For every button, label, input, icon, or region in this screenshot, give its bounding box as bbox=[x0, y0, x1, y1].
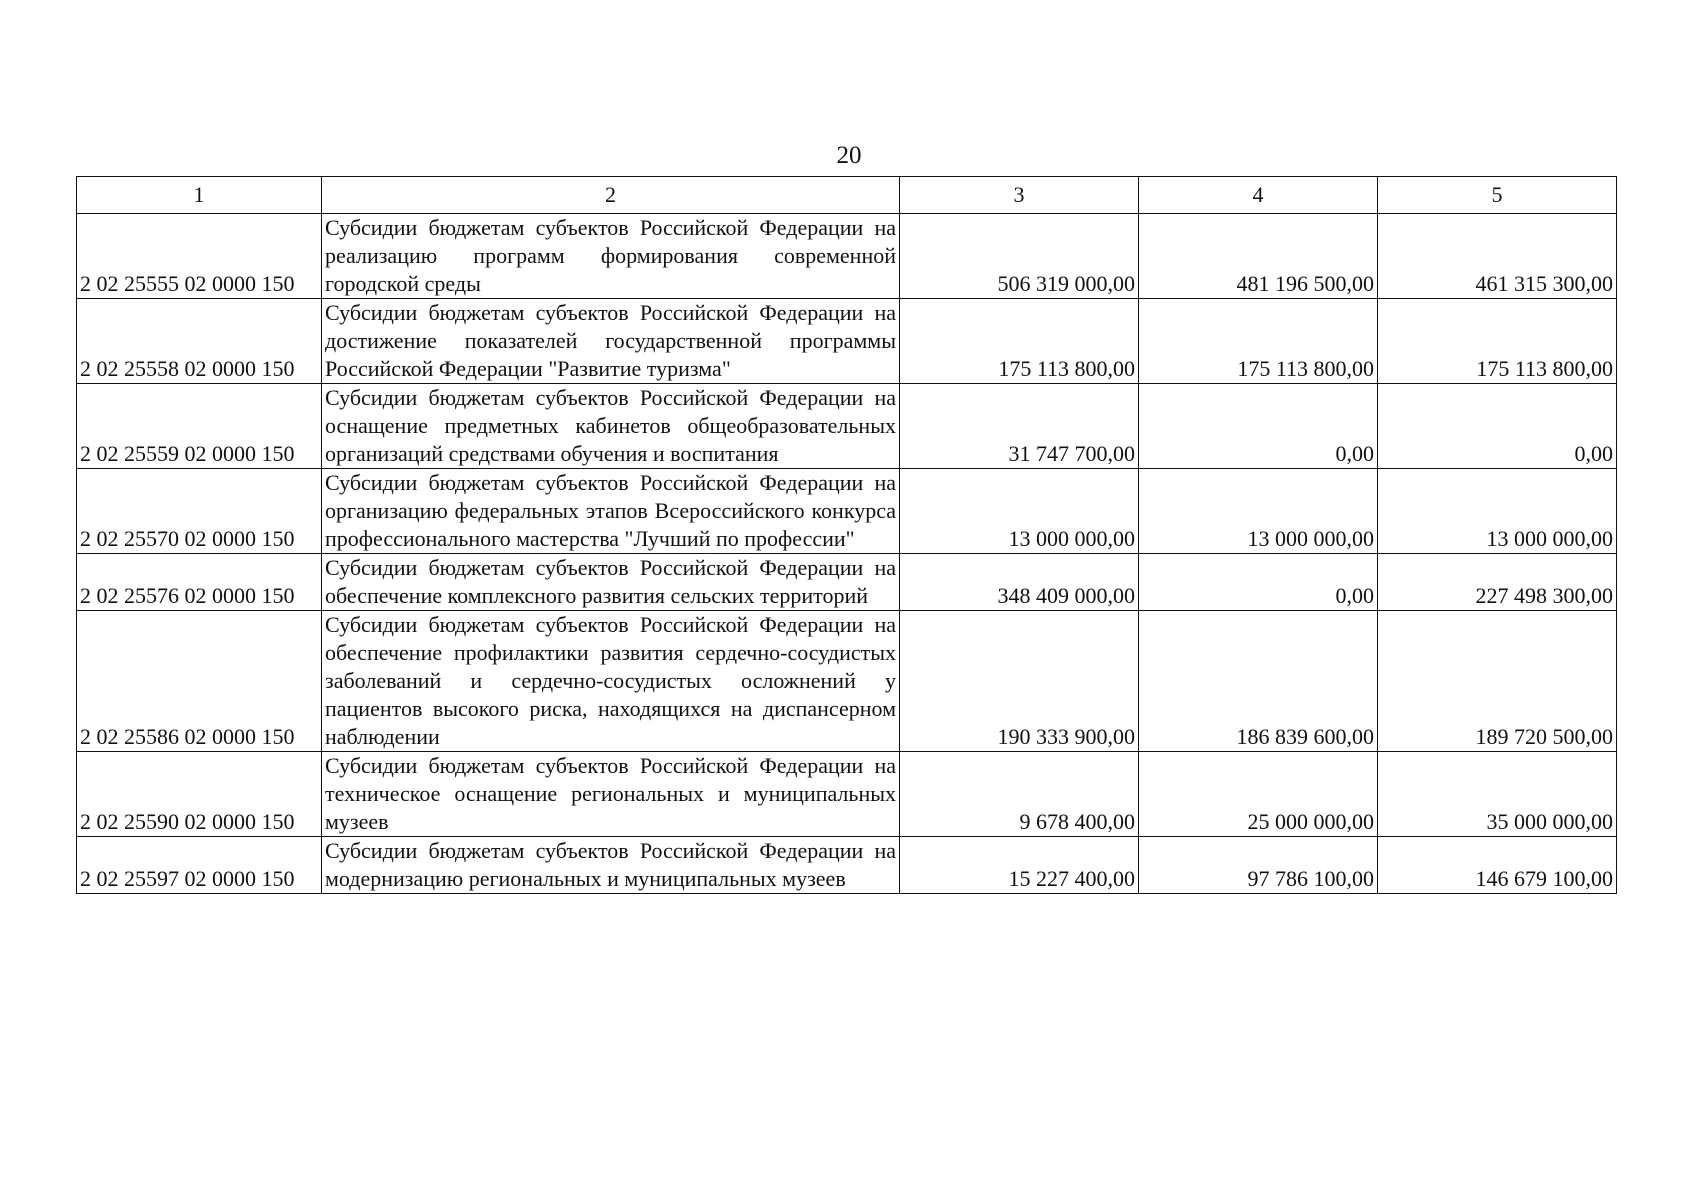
description-cell: Субсидии бюджетам субъектов Российской Федерации на техническое оснащение региональных и муниципальных музеев bbox=[322, 752, 900, 837]
amount-cell-col4: 481 196 500,00 bbox=[1139, 214, 1378, 299]
description-cell: Субсидии бюджетам субъектов Российской Федерации на оснащение предметных кабинетов общеобразовательных организаций средствами обучения и воспитания bbox=[322, 384, 900, 469]
table-row bbox=[77, 214, 1617, 299]
table-row bbox=[77, 469, 1617, 554]
description-cell: Субсидии бюджетам субъектов Российской Федерации на обеспечение профилактики развития сердечно-сосудистых заболеваний и сердечно-сосудистых осложнений у пациентов высокого риска, находящихся на диспансерном наблюдении bbox=[322, 611, 900, 752]
amount-cell-col5: 461 315 300,00 bbox=[1378, 214, 1617, 299]
amount-cell-col3: 348 409 000,00 bbox=[900, 554, 1139, 611]
page-number: 20 bbox=[836, 142, 862, 169]
amount-cell-col3: 13 000 000,00 bbox=[900, 469, 1139, 554]
budget-code-cell: 2 02 25559 02 0000 150 bbox=[77, 384, 322, 469]
amount-cell-col4: 0,00 bbox=[1139, 384, 1378, 469]
amount-cell-col3: 175 113 800,00 bbox=[900, 299, 1139, 384]
column-header: 3 bbox=[900, 177, 1139, 214]
amount-cell-col5: 146 679 100,00 bbox=[1378, 837, 1617, 894]
budget-code-cell: 2 02 25576 02 0000 150 bbox=[77, 554, 322, 611]
table-row bbox=[77, 611, 1617, 752]
amount-cell-col4: 0,00 bbox=[1139, 554, 1378, 611]
amount-cell-col5: 227 498 300,00 bbox=[1378, 554, 1617, 611]
table-row bbox=[77, 554, 1617, 611]
amount-cell-col4: 97 786 100,00 bbox=[1139, 837, 1378, 894]
amount-cell-col5: 35 000 000,00 bbox=[1378, 752, 1617, 837]
budget-code-cell: 2 02 25586 02 0000 150 bbox=[77, 611, 322, 752]
column-header: 2 bbox=[322, 177, 900, 214]
budget-code-cell: 2 02 25597 02 0000 150 bbox=[77, 837, 322, 894]
budget-code-cell: 2 02 25570 02 0000 150 bbox=[77, 469, 322, 554]
description-cell: Субсидии бюджетам субъектов Российской Федерации на модернизацию региональных и муниципальных музеев bbox=[322, 837, 900, 894]
table-row bbox=[77, 384, 1617, 469]
description-cell: Субсидии бюджетам субъектов Российской Федерации на обеспечение комплексного развития сельских территорий bbox=[322, 554, 900, 611]
amount-cell-col4: 175 113 800,00 bbox=[1139, 299, 1378, 384]
column-header: 5 bbox=[1378, 177, 1617, 214]
amount-cell-col5: 0,00 bbox=[1378, 384, 1617, 469]
amount-cell-col3: 31 747 700,00 bbox=[900, 384, 1139, 469]
budget-code-cell: 2 02 25555 02 0000 150 bbox=[77, 214, 322, 299]
budget-code-cell: 2 02 25590 02 0000 150 bbox=[77, 752, 322, 837]
amount-cell-col4: 186 839 600,00 bbox=[1139, 611, 1378, 752]
table-row bbox=[77, 299, 1617, 384]
amount-cell-col5: 175 113 800,00 bbox=[1378, 299, 1617, 384]
amount-cell-col5: 13 000 000,00 bbox=[1378, 469, 1617, 554]
amount-cell-col3: 9 678 400,00 bbox=[900, 752, 1139, 837]
amount-cell-col3: 506 319 000,00 bbox=[900, 214, 1139, 299]
amount-cell-col3: 15 227 400,00 bbox=[900, 837, 1139, 894]
description-cell: Субсидии бюджетам субъектов Российской Федерации на организацию федеральных этапов Всероссийского конкурса профессионального мастерства "Лучший по профессии" bbox=[322, 469, 900, 554]
column-header: 4 bbox=[1139, 177, 1378, 214]
budget-table bbox=[76, 176, 1617, 894]
budget-code-cell: 2 02 25558 02 0000 150 bbox=[77, 299, 322, 384]
column-header: 1 bbox=[77, 177, 322, 214]
table-row bbox=[77, 752, 1617, 837]
amount-cell-col4: 13 000 000,00 bbox=[1139, 469, 1378, 554]
description-cell: Субсидии бюджетам субъектов Российской Федерации на реализацию программ формирования современной городской среды bbox=[322, 214, 900, 299]
column-number-header-row bbox=[77, 177, 1617, 214]
amount-cell-col3: 190 333 900,00 bbox=[900, 611, 1139, 752]
table-row bbox=[77, 837, 1617, 894]
amount-cell-col4: 25 000 000,00 bbox=[1139, 752, 1378, 837]
amount-cell-col5: 189 720 500,00 bbox=[1378, 611, 1617, 752]
description-cell: Субсидии бюджетам субъектов Российской Федерации на достижение показателей государственной программы Российской Федерации "Развитие туризма" bbox=[322, 299, 900, 384]
